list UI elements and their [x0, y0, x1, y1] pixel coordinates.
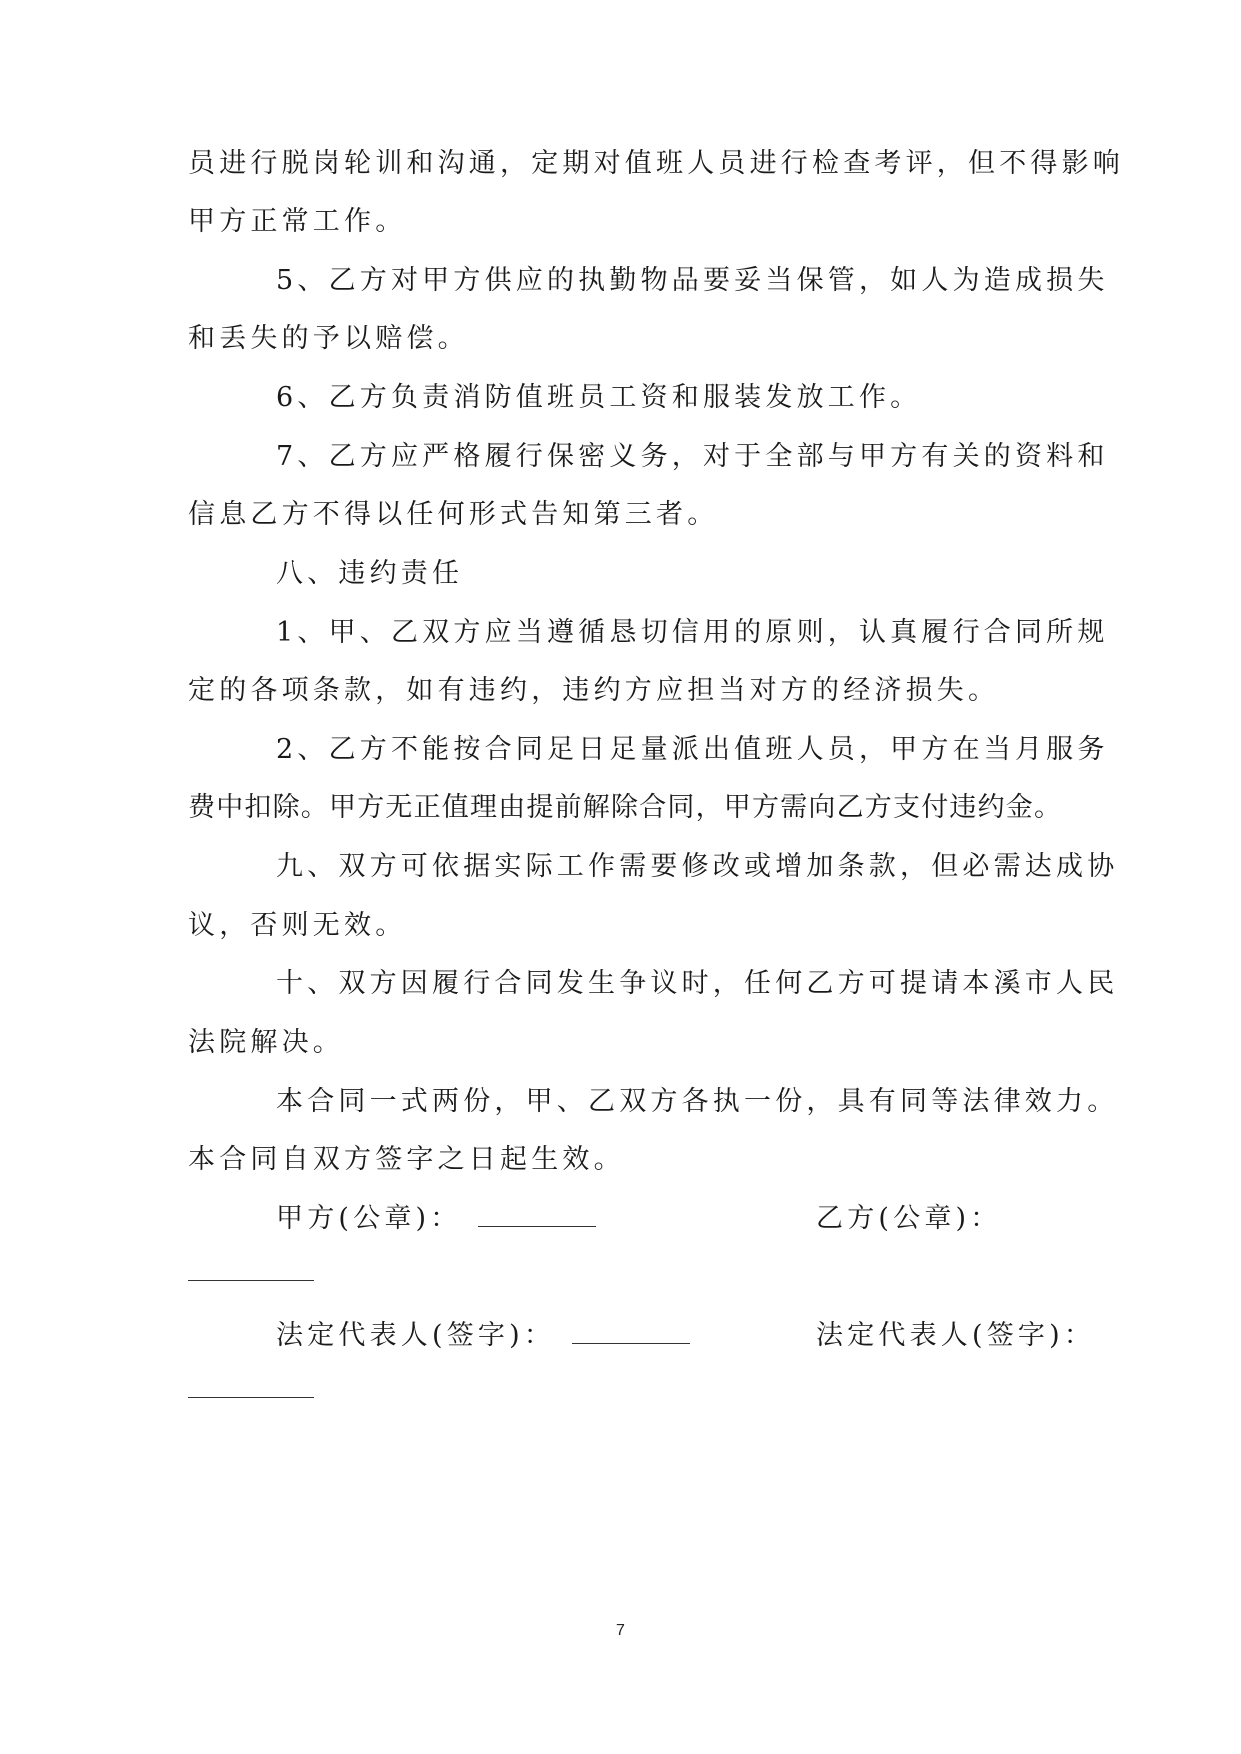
paragraph-line: 本合同一式两份，甲、乙双方各执一份，具有同等法律效力。 — [276, 1086, 1119, 1117]
paragraph-line: 九、双方可依据实际工作需要修改或增加条款，但必需达成协 — [276, 851, 1119, 882]
section-heading: 八、违约责任 — [276, 558, 464, 589]
paragraph-line: 本合同自双方签字之日起生效。 — [188, 1144, 625, 1175]
page-number: 7 — [616, 1622, 625, 1639]
party-a-seal-blank — [478, 1202, 596, 1227]
paragraph-line: 6、乙方负责消防值班员工资和服装发放工作。 — [276, 382, 922, 413]
rep-a-signature-blank — [572, 1319, 690, 1344]
rep-b-signature-blank — [188, 1373, 314, 1398]
party-a-seal-label: 甲方(公章)： — [276, 1203, 462, 1234]
paragraph-line: 7、乙方应严格履行保密义务，对于全部与甲方有关的资料和 — [276, 441, 1109, 472]
paragraph-line: 定的各项条款，如有违约，违约方应担当对方的经济损失。 — [188, 675, 1000, 706]
paragraph-line: 2、乙方不能按合同足日足量派出值班人员，甲方在当月服务 — [276, 734, 1109, 765]
party-b-seal-label: 乙方(公章)： — [816, 1203, 1002, 1234]
rep-b-signature-label: 法定代表人(签字)： — [816, 1320, 1096, 1351]
rep-a-signature-label: 法定代表人(签字)： — [276, 1320, 556, 1351]
rep-a-signature-row — [276, 1319, 690, 1353]
party-a-seal-row — [276, 1202, 596, 1236]
paragraph-line: 议，否则无效。 — [188, 910, 407, 941]
paragraph-line: 员进行脱岗轮训和沟通，定期对值班人员进行检查考评，但不得影响 — [188, 148, 1124, 179]
paragraph-line: 甲方正常工作。 — [188, 206, 407, 237]
paragraph-line: 法院解决。 — [188, 1027, 344, 1058]
paragraph-line: 5、乙方对甲方供应的执勤物品要妥当保管，如人为造成损失 — [276, 265, 1109, 296]
paragraph-line: 和丢失的予以赔偿。 — [188, 323, 469, 354]
paragraph-line: 费中扣除。甲方无正值理由提前解除合同，甲方需向乙方支付违约金。 — [188, 792, 1063, 823]
paragraph-line: 信息乙方不得以任何形式告知第三者。 — [188, 499, 719, 530]
paragraph-line: 1、甲、乙双方应当遵循恳切信用的原则，认真履行合同所规 — [276, 617, 1109, 648]
paragraph-line: 十、双方因履行合同发生争议时，任何乙方可提请本溪市人民 — [276, 968, 1119, 999]
party-b-seal-blank — [188, 1256, 314, 1281]
